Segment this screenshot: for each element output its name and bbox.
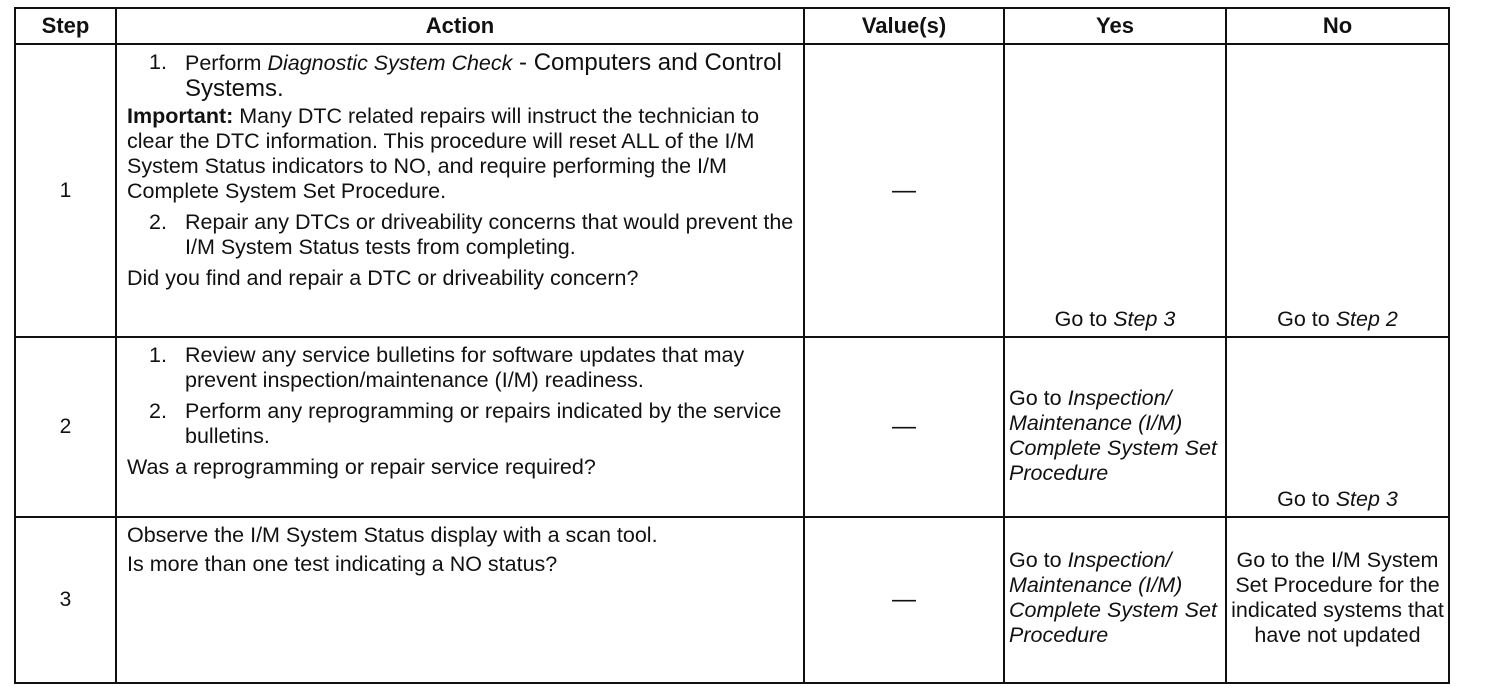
no-step-link: Step 2: [1335, 307, 1398, 331]
item-text: Perform any reprogramming or repairs indicated by the service bulletins.: [185, 399, 782, 448]
item-number: 2.: [149, 399, 167, 423]
question-text: Did you find and repair a DTC or driveability concern?: [127, 266, 639, 290]
table-row-step-1: [15, 44, 1449, 337]
header-action: Action: [116, 8, 804, 44]
header-no: No: [1226, 8, 1449, 44]
important-label: Important:: [127, 104, 234, 128]
value-cell: —: [804, 44, 1004, 337]
action-cell: [116, 337, 804, 517]
action-item: [127, 50, 795, 102]
header-step: Step: [15, 8, 116, 44]
no-step-link: Step 3: [1335, 487, 1398, 511]
item-text: Review any service bulletins for software updates that may prevent inspection/maintenance (I/M) readiness.: [185, 343, 745, 392]
step-number: 1: [15, 44, 116, 337]
yes-prefix: Go to: [1009, 548, 1068, 572]
yes-cell: [1004, 337, 1226, 517]
header-values: Value(s): [804, 8, 1004, 44]
yes-prefix: Go to: [1054, 307, 1114, 331]
item-text: [185, 50, 795, 102]
action-cell: [116, 517, 804, 683]
table-row-step-3: [15, 517, 1449, 683]
yes-cell: [1004, 517, 1226, 683]
yes-prefix: Go to: [1009, 386, 1068, 410]
item-text: Repair any DTCs or driveability concerns that would prevent the I/M System Status tests from completing.: [185, 210, 794, 259]
header-yes: Yes: [1004, 8, 1226, 44]
item-number: 1.: [149, 343, 167, 367]
action-item: [127, 210, 795, 260]
value-cell: —: [804, 517, 1004, 683]
item-text-suffix: - Computers and Control Systems.: [185, 49, 782, 102]
step-number: 3: [15, 517, 116, 683]
action-cell: [116, 44, 804, 337]
yes-block: [1009, 386, 1221, 512]
yes-cell: [1004, 44, 1226, 337]
important-note: [127, 104, 795, 204]
item-number: 2.: [149, 210, 167, 234]
yes-block: [1009, 548, 1221, 648]
no-prefix: Go to: [1277, 487, 1336, 511]
action-item: [127, 399, 795, 449]
diagnostic-system-check-reference: Diagnostic System Check: [267, 51, 513, 75]
step-number: 2: [15, 337, 116, 517]
question-text: Was a reprogramming or repair service required?: [127, 455, 596, 479]
table-row-step-2: [15, 337, 1449, 517]
observe-text: Observe the I/M System Status display with a scan tool.: [127, 523, 658, 547]
im-complete-system-set-procedure-link: Inspection/ Maintenance (I/M) Complete System Set Procedure: [1009, 386, 1217, 485]
action-item: [127, 343, 795, 393]
yes-step-link: Step 3: [1113, 307, 1176, 331]
no-prefix: Go to: [1277, 307, 1336, 331]
important-text: Many DTC related repairs will instruct the technician to clear the DTC information. This procedure will reset ALL of the I/M System Status indicators to NO, and require performing the I/M Complete System Set Procedure.: [127, 104, 760, 203]
no-cell: [1226, 44, 1449, 337]
diagnostic-table: [14, 7, 1450, 684]
header-row: [15, 8, 1449, 44]
question-text: Is more than one test indicating a NO status?: [127, 552, 558, 576]
no-cell: [1226, 337, 1449, 517]
value-cell: —: [804, 337, 1004, 517]
item-number: 1.: [149, 50, 167, 74]
item-text-prefix: Perform: [185, 51, 268, 75]
im-complete-system-set-procedure-link: Inspection/ Maintenance (I/M) Complete System Set Procedure: [1009, 548, 1217, 647]
no-cell: Go to the I/M System Set Procedure for the indicated systems that have not updated: [1226, 517, 1449, 683]
